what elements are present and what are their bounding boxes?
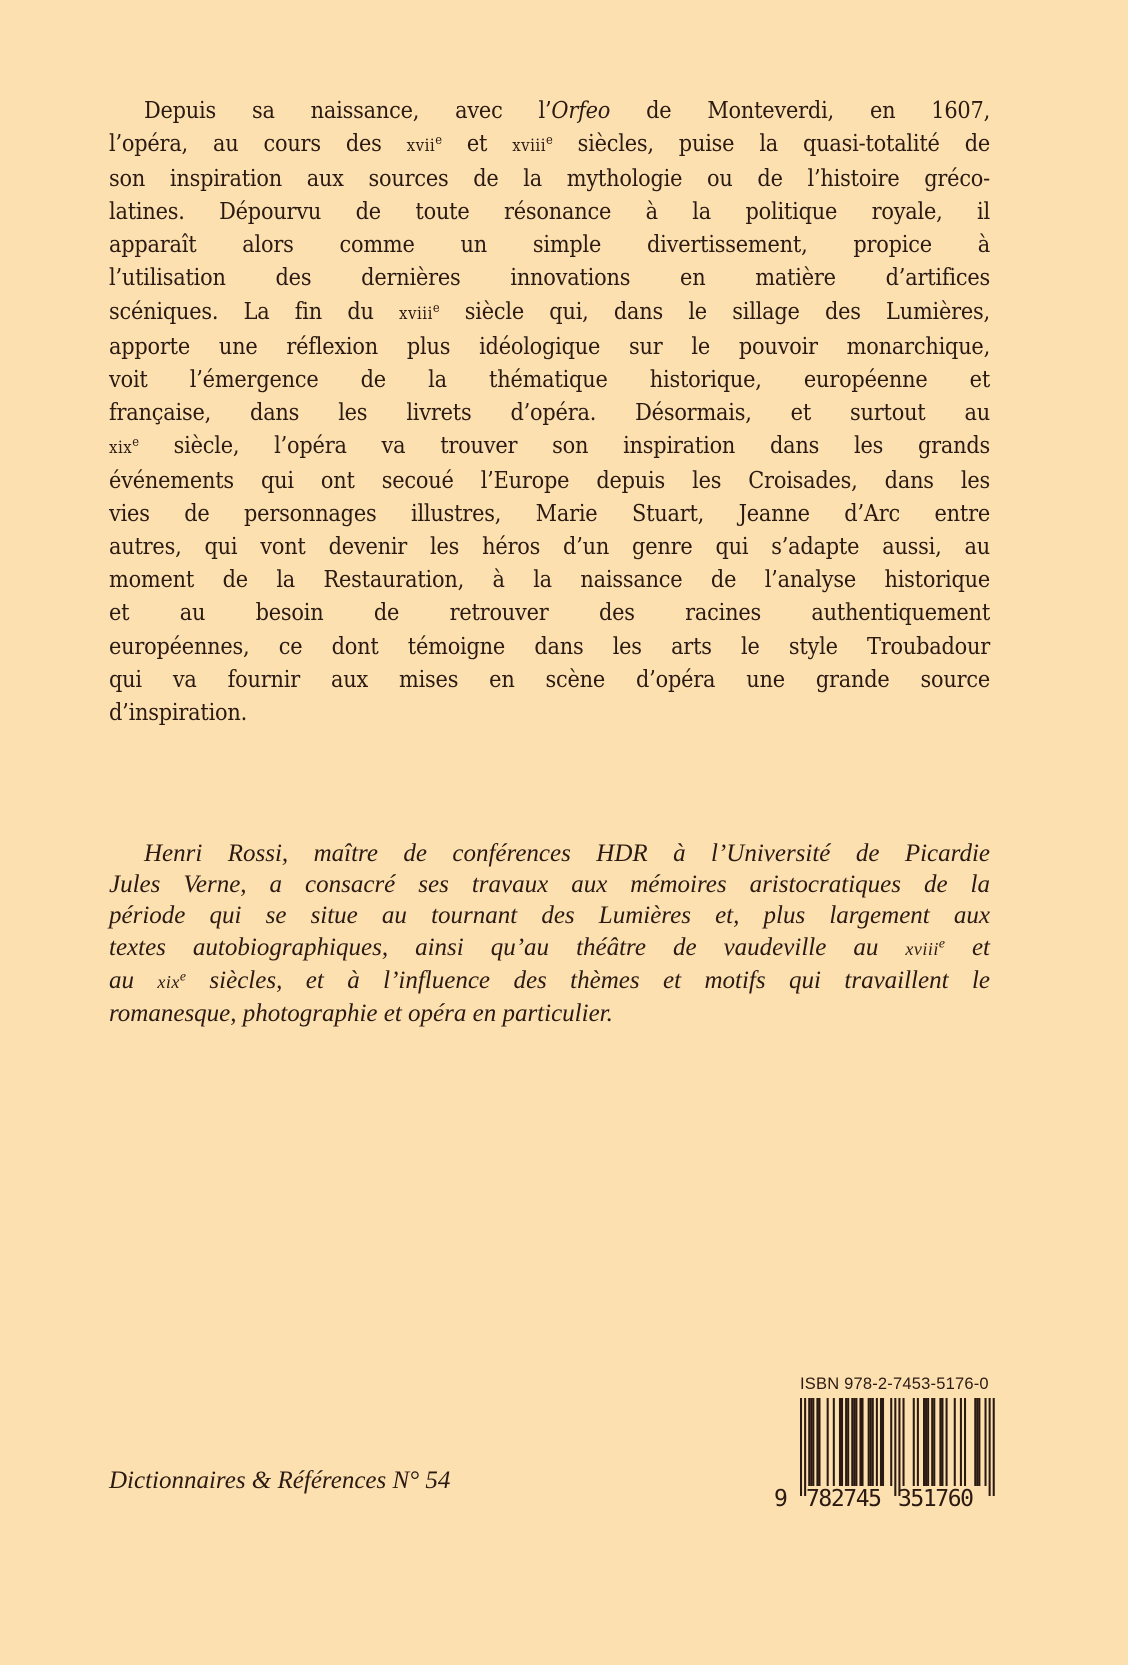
barcode-bar <box>960 1398 962 1486</box>
barcode-bar <box>839 1398 841 1486</box>
barcode-bar <box>931 1398 933 1486</box>
text-run: et <box>944 933 990 961</box>
barcode-bar <box>890 1398 892 1486</box>
barcode-bar <box>859 1398 861 1486</box>
text-run: siècles, puise la quasi-totalité de <box>552 130 990 158</box>
text-line <box>109 663 990 696</box>
barcode-digit-first: 9 <box>774 1486 788 1512</box>
barcode-bar <box>917 1398 919 1486</box>
text-run: apporte une réflexion plus idéologique sur le pouvoir monarchique, <box>109 332 990 360</box>
barcode-bar <box>898 1398 900 1496</box>
text-line <box>109 965 990 998</box>
barcode-bar <box>804 1398 806 1496</box>
text-line <box>109 530 990 563</box>
isbn-barcode <box>770 1398 1000 1513</box>
century-numeral: xix <box>109 436 133 457</box>
text-run: au <box>109 966 158 994</box>
text-line <box>109 869 990 900</box>
text-line <box>109 596 990 629</box>
ordinal-superscript: e <box>546 133 553 149</box>
century-numeral: xviii <box>399 302 433 323</box>
barcode-bar <box>894 1398 896 1496</box>
text-run: l’utilisation des dernières innovations en matière d’artifices <box>109 264 990 292</box>
text-line <box>109 464 990 497</box>
text-line <box>109 330 990 363</box>
text-run: l’opéra, au cours des <box>109 130 407 158</box>
text-run: apparaît alors comme un simple divertissement, propice à <box>109 231 990 259</box>
barcode-bar <box>876 1398 878 1486</box>
barcode-bar <box>880 1398 882 1486</box>
barcode-bar <box>812 1398 814 1486</box>
century-numeral: xviii <box>905 938 939 959</box>
text-line <box>109 563 990 596</box>
text-line <box>109 396 990 429</box>
barcode-bar <box>868 1398 870 1486</box>
barcode-bar <box>941 1398 943 1486</box>
barcode-digits-left: 782745 <box>806 1486 882 1512</box>
barcode-bar <box>800 1398 802 1496</box>
barcode-bar <box>989 1398 991 1496</box>
text-line <box>109 630 990 663</box>
barcode-bar <box>927 1398 929 1486</box>
text-line <box>109 900 990 931</box>
barcode-bar <box>882 1398 884 1486</box>
century-numeral: xvii <box>406 135 436 156</box>
text-run: son inspiration aux sources de la mythologie ou de l’histoire gréco- <box>109 165 990 193</box>
text-line <box>109 429 990 464</box>
text-line <box>109 696 990 729</box>
century-numeral: xviii <box>512 135 547 156</box>
text-run: française, dans les livrets d’opéra. Désormais, et surtout au <box>109 398 990 426</box>
text-line <box>109 497 990 530</box>
barcode-bar <box>985 1398 987 1486</box>
barcode-bar <box>841 1398 843 1486</box>
text-run: et <box>441 130 513 158</box>
text-run: romanesque, photographie et opéra en particulier. <box>109 1000 613 1028</box>
text-run: et au besoin de retrouver des racines authentiquement <box>109 599 990 627</box>
barcode-bar <box>964 1398 966 1486</box>
text-line <box>109 295 990 330</box>
barcode-bar <box>808 1398 810 1486</box>
ordinal-superscript: e <box>132 434 139 450</box>
text-run: qui va fournir aux mises en scène d’opéra une grande source <box>109 665 990 693</box>
series-title: Dictionnaires & Références N° 54 <box>109 1467 451 1494</box>
barcode-bar <box>976 1398 978 1486</box>
text-run: de Monteverdi, en 1607, <box>610 97 990 124</box>
text-line <box>109 998 990 1029</box>
text-line <box>109 162 990 195</box>
barcode-bar <box>954 1398 956 1486</box>
barcode-bar <box>818 1398 820 1486</box>
text-line <box>109 932 990 965</box>
text-run: autres, qui vont devenir les héros d’un genre qui s’adapte aussi, au <box>109 533 990 561</box>
barcode-bar <box>855 1398 857 1486</box>
barcode-bar <box>939 1398 941 1486</box>
text-run: textes autobiographiques, ainsi qu’au théâtre de vaudeville au <box>109 933 906 961</box>
barcode-bar <box>923 1398 925 1486</box>
barcode-bar <box>933 1398 935 1486</box>
text-run: d’inspiration. <box>109 698 248 726</box>
barcode-digits-right: 351760 <box>898 1486 974 1512</box>
century-numeral: xix <box>157 971 180 992</box>
barcode-bar <box>816 1398 818 1486</box>
text-run: siècles, et à l’influence des thèmes et motifs qui travaillent le <box>186 966 991 994</box>
text-run: Henri Rossi, maître de conférences HDR à l’Université de Picardie <box>144 840 990 867</box>
ordinal-superscript: e <box>435 133 442 149</box>
barcode-bar <box>833 1398 835 1486</box>
barcode-bar <box>862 1398 864 1486</box>
barcode-bar <box>870 1398 872 1486</box>
text-run: latines. Dépourvu de toute résonance à la politique royale, il <box>109 198 990 226</box>
barcode-bar <box>978 1398 980 1486</box>
italic-title: Orfeo <box>551 97 611 124</box>
barcode-bar <box>872 1398 874 1486</box>
barcode-bar <box>946 1398 948 1486</box>
isbn-label: ISBN 978-2-7453-5176-0 <box>800 1375 989 1393</box>
text-line <box>109 261 990 294</box>
ordinal-superscript: e <box>432 300 440 316</box>
text-run: siècle, l’opéra va trouver son inspiration dans les grands <box>138 431 990 459</box>
text-run: européennes, ce dont témoigne dans les arts le style Troubadour <box>109 632 990 660</box>
description-paragraph <box>109 94 990 729</box>
text-run: Depuis sa naissance, avec l’ <box>144 97 552 124</box>
text-run: moment de la Restauration, à la naissance de l’analyse historique <box>109 566 990 594</box>
barcode-bar <box>913 1398 915 1486</box>
barcode-bar <box>853 1398 855 1486</box>
text-line <box>109 228 990 261</box>
text-run: période qui se situe au tournant des Lumières et, plus largement aux <box>109 902 990 930</box>
text-run: vies de personnages illustres, Marie Stuart, Jeanne d’Arc entre <box>109 500 990 528</box>
text-line <box>109 94 990 127</box>
barcode-bar <box>851 1398 853 1486</box>
text-line <box>109 363 990 396</box>
barcode-bar <box>925 1398 927 1486</box>
barcode-bar <box>903 1398 905 1486</box>
text-line <box>109 195 990 228</box>
ordinal-superscript: e <box>938 935 945 951</box>
text-run: scéniques. La fin du <box>109 297 400 325</box>
author-bio-paragraph <box>109 838 990 1029</box>
barcode-bar <box>847 1398 849 1486</box>
text-run: événements qui ont secoué l’Europe depuis les Croisades, dans les <box>109 467 990 495</box>
barcode-bar <box>974 1398 976 1486</box>
text-run: voit l’émergence de la thématique historique, européenne et <box>109 365 990 393</box>
text-line <box>109 127 990 162</box>
text-run: Jules Verne, a consacré ses travaux aux mémoires aristocratiques de la <box>109 871 990 899</box>
ordinal-superscript: e <box>179 968 187 984</box>
barcode-bar <box>827 1398 829 1486</box>
barcode-bar <box>845 1398 847 1486</box>
text-run: siècle qui, dans le sillage des Lumières, <box>439 297 990 325</box>
barcode-bar <box>993 1398 995 1496</box>
text-line <box>109 838 990 869</box>
barcode-bar <box>810 1398 812 1486</box>
